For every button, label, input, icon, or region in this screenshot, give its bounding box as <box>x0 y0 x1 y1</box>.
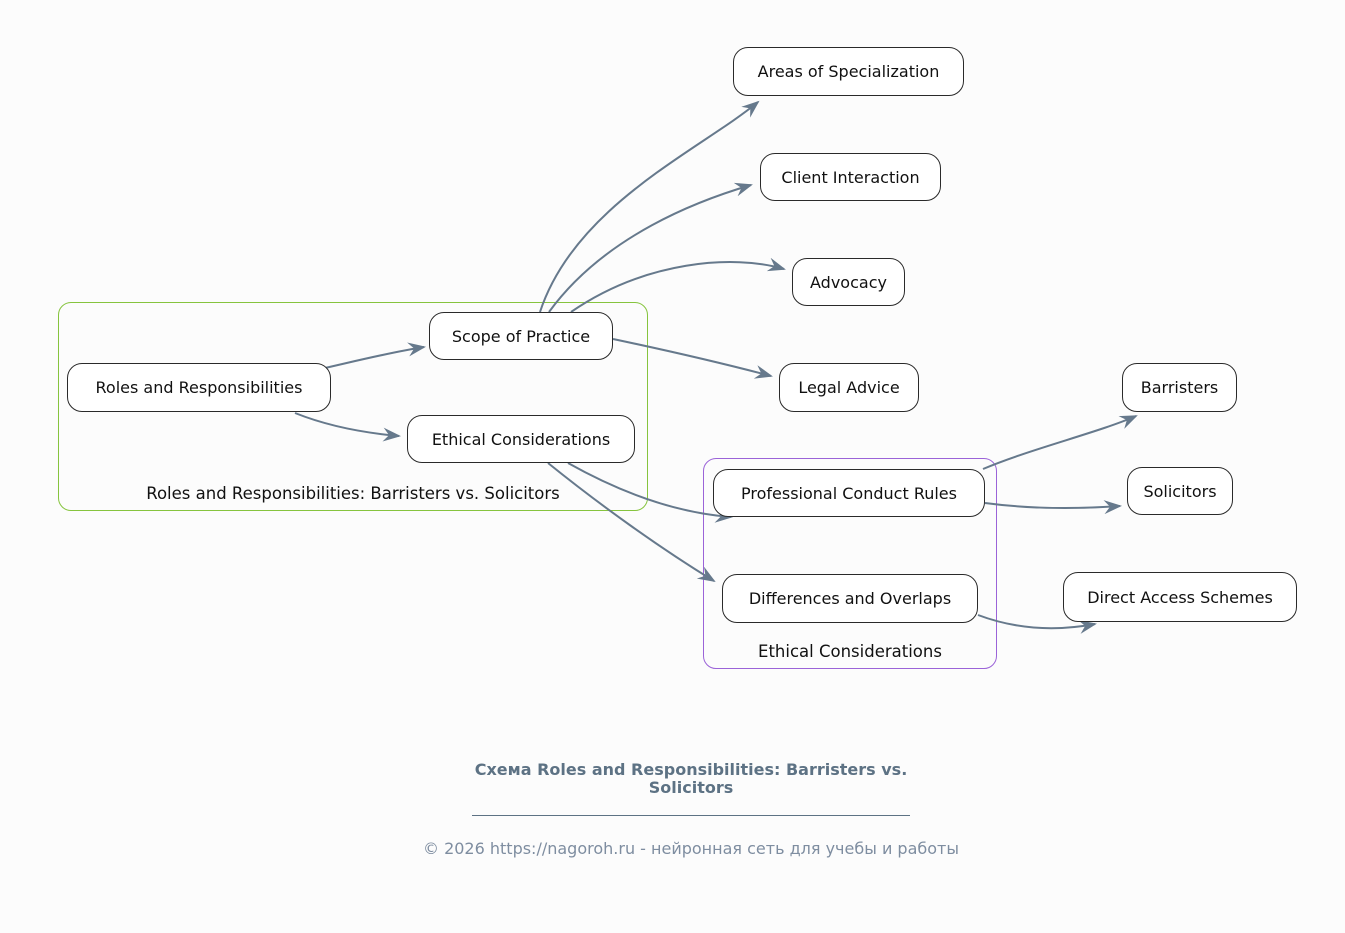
edge-pcr-to-solicitors <box>985 503 1120 508</box>
group-roles-responsibilities-label: Roles and Responsibilities: Barristers vs. Solicitors <box>146 484 560 503</box>
footer-copyright: © 2026 https://nagoroh.ru - нейронная сеть для учебы и работы <box>422 839 959 858</box>
node-roles-and-responsibilities: Roles and Responsibilities <box>67 363 331 412</box>
node-solicitors: Solicitors <box>1127 467 1233 515</box>
node-client-interaction: Client Interaction <box>760 153 941 201</box>
node-scope-of-practice: Scope of Practice <box>429 312 613 360</box>
group-ethical-considerations-label: Ethical Considerations <box>758 642 942 661</box>
footer-caption-text: Схема Roles and Responsibilities: Barristers vs. Solicitors <box>474 760 908 798</box>
edge-scope-to-areas <box>540 102 758 312</box>
edge-scope-to-client <box>549 185 751 312</box>
edge-pcr-to-barristers <box>983 416 1136 469</box>
node-areas-of-specialization: Areas of Specialization <box>733 47 964 96</box>
node-ethical-considerations: Ethical Considerations <box>407 415 635 463</box>
node-differences-and-overlaps: Differences and Overlaps <box>722 574 978 623</box>
node-direct-access-schemes: Direct Access Schemes <box>1063 572 1297 622</box>
node-professional-conduct-rules: Professional Conduct Rules <box>713 469 985 517</box>
node-barristers: Barristers <box>1122 363 1237 412</box>
footer-divider <box>472 815 910 816</box>
node-advocacy: Advocacy <box>792 258 905 306</box>
node-legal-advice: Legal Advice <box>779 363 919 412</box>
footer-caption <box>341 761 1041 798</box>
